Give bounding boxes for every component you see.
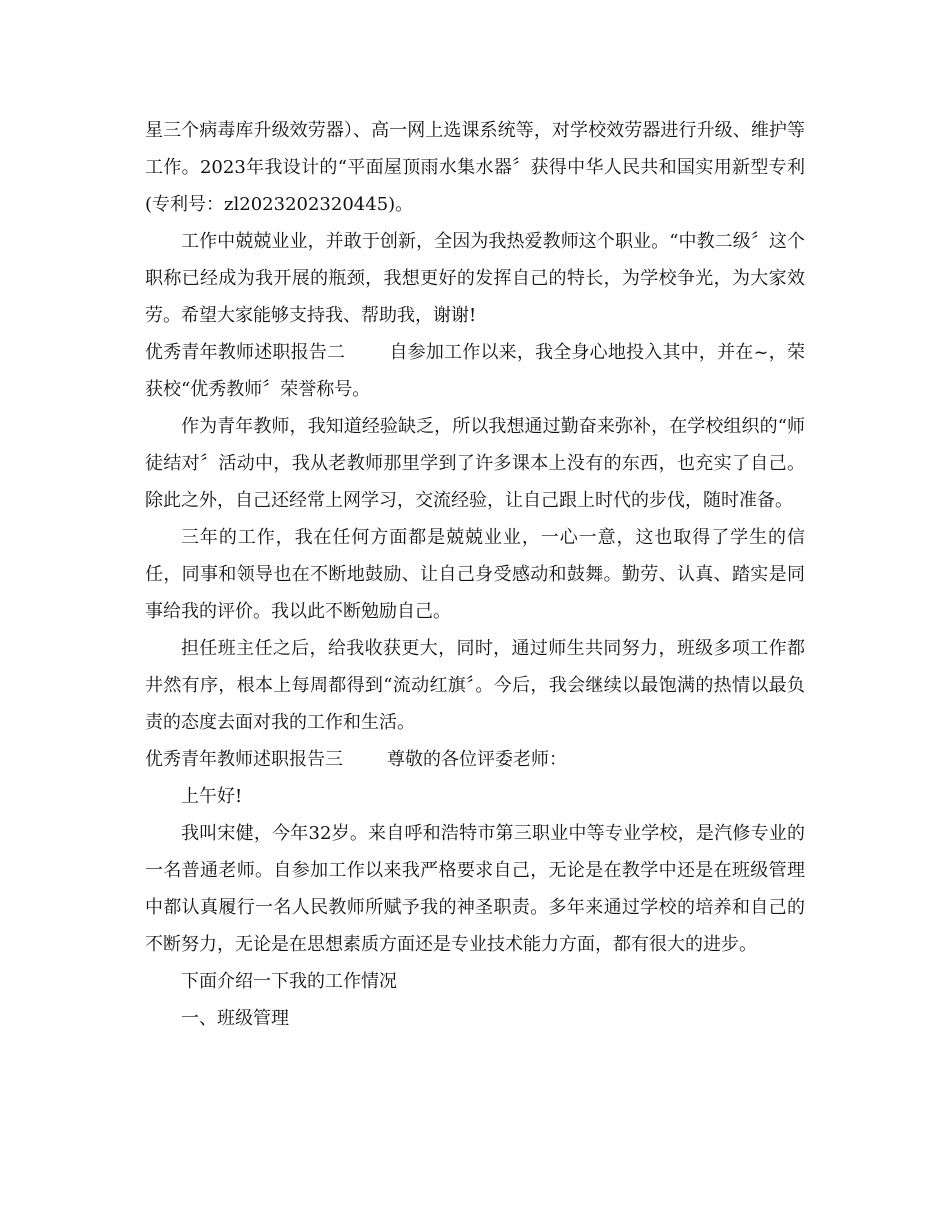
report-two-paragraph <box>145 334 805 408</box>
paragraph-class-teacher: 担任班主任之后，给我收获更大，同时，通过师生共同努力，班级多项工作都井然有序，根本上每周都得到“流动红旗〞。今后，我会继续以最饱满的热情以最负责的态度去面对我的工作和生活。 <box>145 638 805 733</box>
paragraph-three-years: 三年的工作，我在任何方面都是兢兢业业，一心一意，这也取得了学生的信任，同事和领导也在不断地鼓励、让自己身受感动和鼓舞。勤劳、认真、踏实是同事给我的评价。我以此不断勉励自己。 <box>145 527 805 622</box>
paragraph-self-introduction: 我叫宋健，今年32岁。来自呼和浩特市第三职业中等专业学校，是汽修专业的一名普通老师。自参加工作以来我严格要求自己，无论是在教学中还是在班级管理中都认真履行一名人民教师所赋予我的神圣职责。多年来通过学校的培养和自己的不断努力，无论是在思想素质方面还是专业技术能力方面，都有很大的进步。 <box>145 823 805 955</box>
section-heading-class-management: 一、班级管理 <box>181 1008 289 1029</box>
paragraph-greeting: 上午好! <box>181 786 243 807</box>
report-two-heading: 优秀青年教师述职报告二 <box>145 342 346 363</box>
paragraph-mentorship: 作为青年教师，我知道经验缺乏，所以我想通过勤奋来弥补，在学校组织的“师徒结对〞活动中，我从老教师那里学到了许多课本上没有的东西，也充实了自己。除此之外，自己还经常上网学习，交流经验，让自己跟上时代的步伐，随时准备。 <box>145 416 805 511</box>
paragraph-work-intro: 下面介绍一下我的工作情况 <box>181 971 397 992</box>
report-three-paragraph <box>145 741 805 778</box>
report-three-salutation: 尊敬的各位评委老师： <box>387 749 567 770</box>
paragraph-closing-appeal: 工作中兢兢业业，并敢于创新，全因为我热爱教师这个职业。“中教二级〞这个职称已经成为我开展的瓶颈，我想更好的发挥自己的特长，为学校争光，为大家效劳。希望大家能够支持我、帮助我，谢谢! <box>145 231 805 326</box>
report-three-heading: 优秀青年教师述职报告三 <box>145 749 343 770</box>
document-body <box>145 112 805 1037</box>
paragraph-continuation: 星三个病毒库升级效劳器）、高一网上选课系统等，对学校效劳器进行升级、维护等工作。2023年我设计的“平面屋顶雨水集水器〞获得中华人民共和国实用新型专利(专利号：zl2023202320445)。 <box>145 120 805 215</box>
report-two-opening: 自参加工作以来，我全身心地投入其中，并在~，荣获校“优秀教师〞荣誉称号。 <box>145 342 805 400</box>
